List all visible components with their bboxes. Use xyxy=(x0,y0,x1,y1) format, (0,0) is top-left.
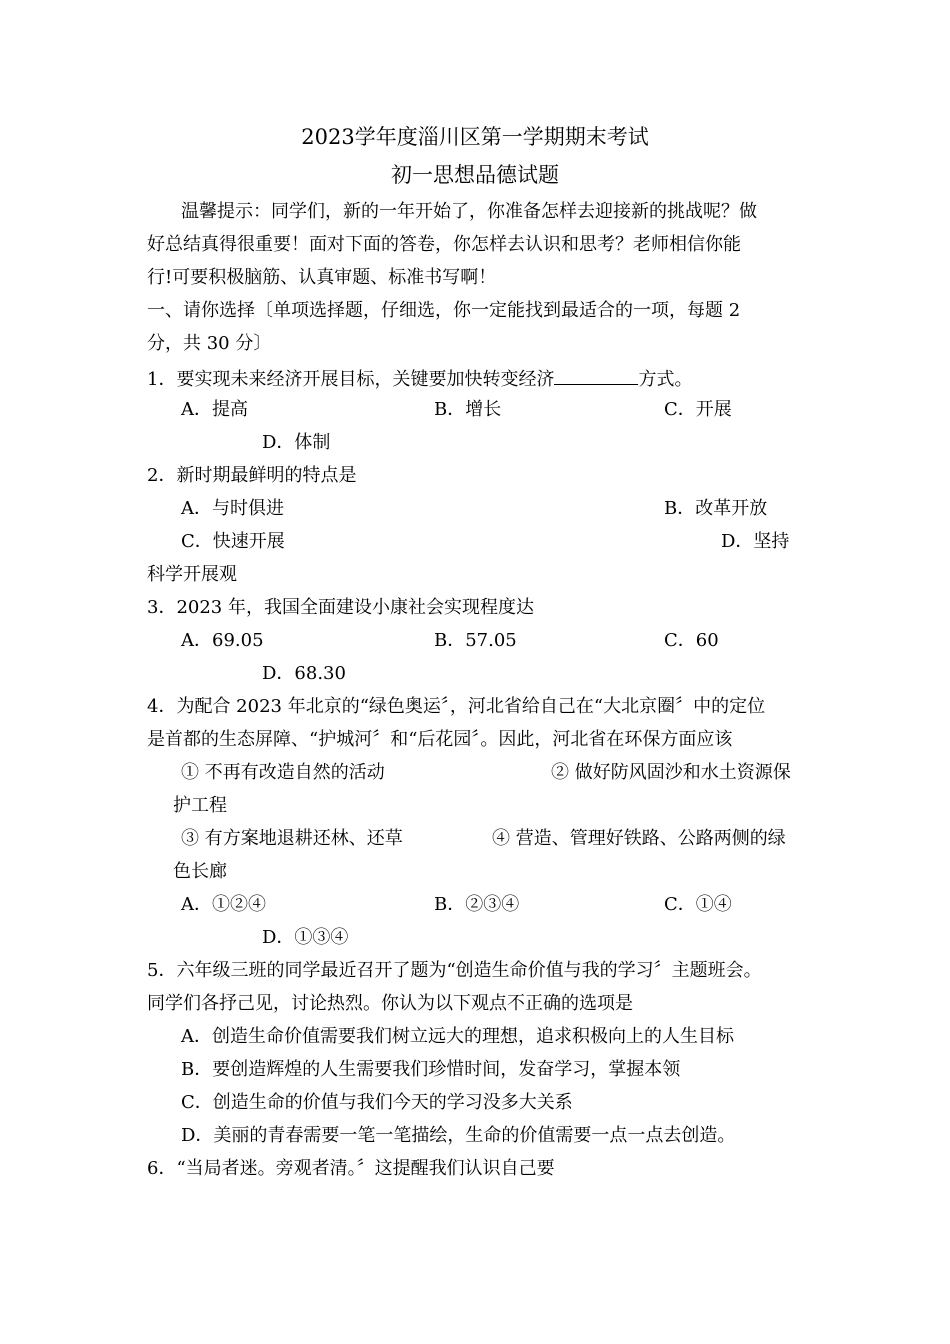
question-1-option-c: C．开展 xyxy=(664,399,732,420)
question-5-option-c: C．创造生命的价值与我们今天的学习没多大关系 xyxy=(181,1092,573,1113)
question-4-option-d: D．①③④ xyxy=(262,927,349,948)
intro-line-1: 温馨提示：同学们，新的一年开始了，你准备怎样去迎接新的挑战呢？做 xyxy=(181,201,757,222)
section-heading-cont: 分，共 30 分〕 xyxy=(147,333,272,354)
question-4-item-4-cont: 色长廊 xyxy=(173,861,227,882)
question-3-option-b: B．57.05 xyxy=(434,630,517,651)
question-3-option-d: D．68.30 xyxy=(262,663,346,684)
question-4-item-2: ② 做好防风固沙和水土资源保 xyxy=(551,762,791,783)
exam-subtitle: 初一思想品德试题 xyxy=(391,163,559,187)
intro-line-3: 行!可要积极脑筋、认真审题、标准书写啊！ xyxy=(147,267,497,288)
question-3-option-c: C．60 xyxy=(664,630,719,651)
question-4-stem: 4．为配合 2023 年北京的“绿色奥运〞，河北省给自己在“大北京圈〞中的定位 xyxy=(147,696,766,717)
question-5-option-a: A．创造生命价值需要我们树立远大的理想，追求积极向上的人生目标 xyxy=(181,1026,734,1047)
question-2-option-b: B．改革开放 xyxy=(664,498,768,519)
question-2-option-d: D．坚持 xyxy=(721,531,790,552)
question-4-item-2-cont: 护工程 xyxy=(173,795,227,816)
question-1-stem xyxy=(147,366,692,391)
question-4-item-3: ③ 有方案地退耕还林、还草 xyxy=(181,828,403,849)
question-2-option-a: A．与时俱进 xyxy=(181,498,284,519)
question-4-option-c: C．①④ xyxy=(664,894,732,915)
exam-title: 2023学年度淄川区第一学期期末考试 xyxy=(301,125,649,149)
question-2-option-d-cont: 科学开展观 xyxy=(147,564,237,585)
question-1-option-a: A．提高 xyxy=(181,399,248,420)
question-6-stem: 6．“当局者迷。旁观者清。〞这提醒我们认识自己要 xyxy=(147,1158,555,1179)
question-1-option-d: D．体制 xyxy=(262,432,331,453)
question-4-option-a: A．①②④ xyxy=(181,894,266,915)
question-4-item-4: ④ 营造、管理好铁路、公路两侧的绿 xyxy=(492,828,786,849)
question-5-stem: 5．六年级三班的同学最近召开了题为“创造生命价值与我的学习〞主题班会。 xyxy=(147,960,762,981)
question-1-stem-part-b: 方式。 xyxy=(638,369,693,390)
question-4-stem-cont: 是首都的生态屏障、“护城河〞和“后花园〞。因此，河北省在环保方面应该 xyxy=(147,729,733,750)
question-1-option-b: B．增长 xyxy=(434,399,502,420)
question-1-stem-part-a: 1．要实现未来经济开展目标，关键要加快转变经济 xyxy=(147,369,555,390)
question-5-stem-cont: 同学们各抒己见，讨论热烈。你认为以下观点不正确的选项是 xyxy=(147,993,633,1014)
question-4-item-1: ① 不再有改造自然的活动 xyxy=(181,762,385,783)
intro-line-2: 好总结真得很重要！面对下面的答卷，你怎样去认识和思考？老师相信你能 xyxy=(147,234,741,255)
question-4-option-b: B．②③④ xyxy=(434,894,520,915)
question-5-option-b: B．要创造辉煌的人生需要我们珍惜时间，发奋学习，掌握本领 xyxy=(181,1059,681,1080)
question-3-stem: 3．2023 年，我国全面建设小康社会实现程度达 xyxy=(147,597,534,618)
answer-blank xyxy=(554,366,638,385)
section-heading: 一、请你选择〔单项选择题，仔细选，你一定能找到最适合的一项，每题 2 xyxy=(147,300,741,321)
question-2-option-c: C．快速开展 xyxy=(181,531,285,552)
question-3-option-a: A．69.05 xyxy=(181,630,264,651)
question-5-option-d: D．美丽的青春需要一笔一笔描绘，生命的价值需要一点一点去创造。 xyxy=(181,1125,736,1146)
question-2-stem: 2．新时期最鲜明的特点是 xyxy=(147,465,357,486)
